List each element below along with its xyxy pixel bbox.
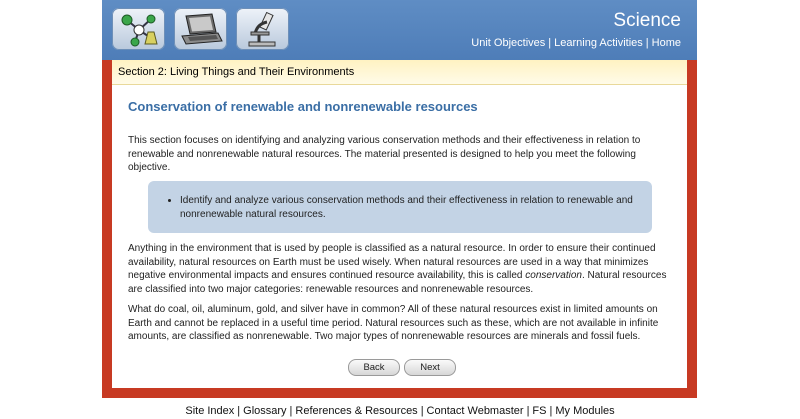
footer-glossary[interactable]: Glossary	[243, 405, 287, 417]
footer-separator: |	[420, 405, 424, 417]
footer-references[interactable]: References & Resources	[295, 405, 418, 417]
footer-separator: |	[549, 405, 553, 417]
nav-unit-objectives[interactable]: Unit Objectives	[471, 37, 546, 49]
page-frame	[102, 0, 697, 400]
back-button[interactable]	[348, 359, 400, 376]
conservation-term: conservation	[525, 270, 582, 281]
footer-my-modules[interactable]: My Modules	[555, 405, 615, 417]
footer-separator: |	[237, 405, 241, 417]
nonrenewable-paragraph: What do coal, oil, aluminum, gold, and silver have in common? All of these natural resources exist in limited amounts on Earth and cannot be replaced in a useful time period. Natural resources such as these, which are not available in infinite amounts, are classified as nonrenewable. Two major types of nonrenewable resources are minerals and fossil fuels.	[128, 304, 659, 342]
footer-separator: |	[289, 405, 293, 417]
footer-separator: |	[526, 405, 530, 417]
footer-fs[interactable]: FS	[532, 405, 547, 417]
footer-site-index[interactable]: Site Index	[185, 405, 235, 417]
objective-box	[148, 181, 652, 233]
back-button-label: Back	[363, 362, 385, 373]
microscope-icon	[236, 8, 289, 50]
objective-list	[148, 194, 640, 221]
header	[102, 0, 697, 60]
content-frame	[102, 60, 697, 398]
footer-contact-webmaster[interactable]: Contact Webmaster	[426, 405, 524, 417]
paragraph-text: Anything in the environment that is used by people is classified as a natural resource. In order to ensure their continued availability, natural resources on Earth must be used wisely. When natural resources are used in a way that minimizes negative environmental impacts and ensures continued resource availability, this is called	[128, 243, 656, 281]
next-button[interactable]	[404, 359, 456, 376]
nav-separator: |	[645, 37, 649, 49]
next-button-label: Next	[420, 362, 440, 373]
intro-paragraph: This section focuses on identifying and analyzing various conservation methods and their effectiveness in relation to renewable and nonrenewable natural resources. The material presented is designed to help you meet the following objective.	[128, 135, 641, 173]
site-title: Science	[613, 10, 681, 31]
main-content	[112, 85, 687, 388]
nav-learning-activities[interactable]: Learning Activities	[554, 37, 643, 49]
section-bar	[112, 60, 687, 85]
top-nav	[471, 37, 681, 49]
objective-item: • Identify and analyze various conservation methods and their effectiveness in relation to renewable and nonrenewable natural resources.	[180, 194, 640, 221]
paragraph-text: . Natural resources are classified into two major categories: renewable resources and nonrenewable resources.	[128, 270, 667, 295]
molecule-icon	[112, 8, 165, 50]
nav-home[interactable]: Home	[651, 37, 681, 49]
laptop-icon	[174, 8, 227, 50]
section-label: Section 2: Living Things and Their Environments	[118, 66, 355, 78]
nav-separator: |	[548, 37, 552, 49]
page-title: Conservation of renewable and nonrenewable resources	[128, 99, 478, 114]
natural-resources-paragraph	[128, 242, 668, 296]
footer-nav	[0, 405, 800, 417]
